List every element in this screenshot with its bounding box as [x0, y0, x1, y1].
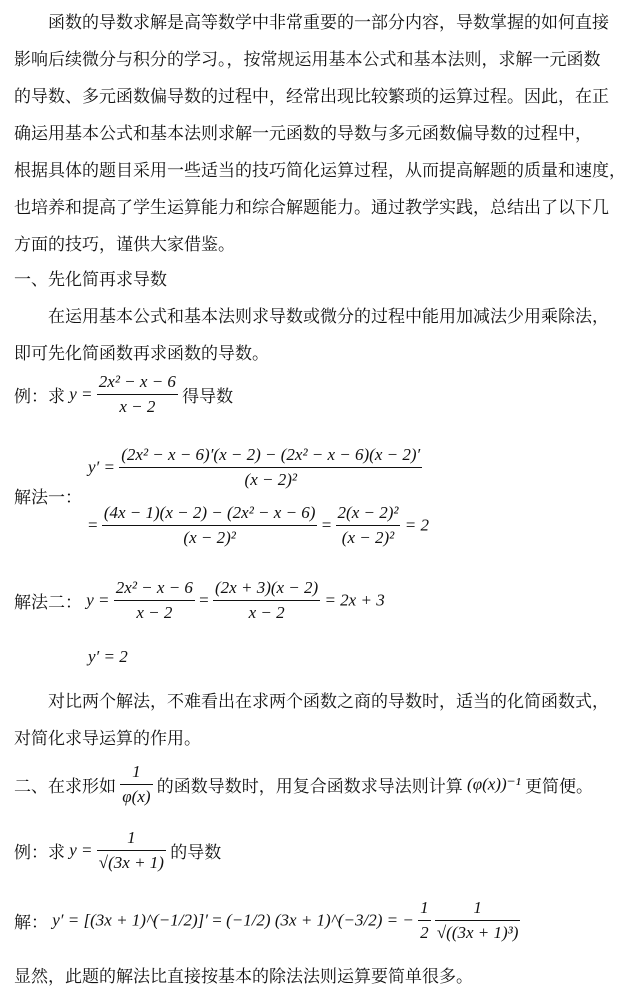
method1-fraction2: [102, 503, 318, 548]
method1-label: 解法一：: [14, 488, 82, 508]
example1-suffix: 得导数: [182, 387, 234, 407]
fraction-denominator: (x − 2)²: [341, 528, 395, 547]
method2-derivative: y′ = 2: [88, 647, 128, 666]
intro-line: 方面的技巧，谨供大家借鉴。: [14, 235, 235, 255]
heading-fraction: [120, 762, 152, 807]
fraction-numerator: 2(x − 2)²: [336, 503, 401, 526]
method2-step1: [14, 578, 385, 623]
fraction-denominator: (x − 2)²: [183, 528, 236, 547]
derivative-lhs: y′ =: [52, 910, 80, 930]
equals-sign: =: [88, 515, 98, 535]
comparison-line: 对简化求导运算的作用。: [14, 729, 201, 749]
example1-fraction: [97, 372, 178, 417]
fraction-denominator: x − 2: [119, 397, 156, 416]
example2-suffix: 的导数: [170, 843, 222, 863]
derivative-lhs: y′ =: [88, 457, 115, 477]
heading-expression: (φ(x))⁻¹: [467, 774, 521, 794]
method1-fraction1: [119, 445, 422, 490]
example2: [14, 828, 221, 873]
fraction-denominator: √((3x + 1)³): [436, 923, 519, 942]
equals-sign: =: [199, 590, 209, 610]
fraction-numerator: 1: [435, 898, 521, 921]
equals-sign: =: [212, 910, 222, 930]
solution-label: 解：: [14, 913, 48, 933]
intro-line: 确运用基本公式和基本法则求解一元函数的导数与多元函数偏导数的过程中，: [14, 124, 592, 144]
fraction-denominator: x − 2: [248, 603, 285, 622]
method1-step1: [88, 445, 422, 490]
example1-prefix: 例：求: [14, 387, 65, 407]
example2-prefix: 例：求: [14, 843, 65, 863]
method2-result: = 2x + 3: [324, 590, 385, 610]
equals-minus: = −: [386, 910, 414, 930]
section1-para-line: 即可先化简函数再求函数的导数。: [14, 344, 269, 364]
method2-fraction2: [213, 578, 320, 623]
example1: [14, 372, 233, 417]
intro-line: 也培养和提高了学生运算能力和综合解题能力。通过教学实践，总结出了以下几: [14, 198, 609, 218]
fraction-numerator: 2x² − x − 6: [114, 578, 195, 601]
intro-line: 根据具体的题目采用一些适当的技巧简化运算过程，从而提高解题的质量和速度，: [14, 161, 626, 181]
solution-fraction1: [418, 898, 431, 943]
example1-y: y =: [69, 384, 93, 404]
intro-line: 影响后续微分与积分的学习。，按常规运用基本公式和基本法则，求解一元函数: [14, 50, 601, 70]
example2-fraction: [97, 828, 166, 873]
fraction-denominator: 2: [420, 923, 429, 942]
equals-sign: =: [321, 515, 332, 535]
section-heading-1: 一、先化简再求导数: [14, 270, 167, 290]
fraction-numerator: (2x + 3)(x − 2): [213, 578, 320, 601]
solution-coefficient: (−1/2): [226, 910, 271, 930]
fraction-numerator: 1: [418, 898, 431, 921]
method1-fraction3: [336, 503, 401, 548]
comparison-line: 对比两个解法，不难看出在求两个函数之商的导数时，适当的化简函数式，: [48, 692, 609, 712]
fraction-denominator: √(3x + 1): [98, 853, 164, 872]
heading-prefix: 二、在求形如: [14, 777, 116, 797]
fraction-numerator: 2x² − x − 6: [97, 372, 178, 395]
method2-fraction1: [114, 578, 195, 623]
solution-fraction2: [435, 898, 521, 943]
conclusion: 显然，此题的解法比直接按基本的除法法则运算要简单很多。: [14, 967, 473, 987]
function-lhs: y =: [69, 840, 93, 860]
solution-power: (3x + 1)^(−3/2): [274, 910, 383, 930]
heading-suffix: 更简便。: [524, 777, 593, 797]
solution2: [14, 898, 520, 943]
section1-para-line: 在运用基本公式和基本法则求导数或微分的过程中能用加减法少用乘除法，: [48, 307, 609, 327]
section-heading-2: [14, 762, 593, 807]
heading-middle: 的函数导数时，用复合函数求导法则计算: [156, 777, 463, 797]
method2-label: 解法二：: [14, 593, 82, 613]
fraction-numerator: 1: [97, 828, 166, 851]
fraction-numerator: 1: [120, 762, 152, 785]
method1-step2: [88, 503, 429, 548]
intro-line: 函数的导数求解是高等数学中非常重要的一部分内容，导数掌握的如何直接: [48, 13, 609, 33]
intro-line: 的导数、多元函数偏导数的过程中，经常出现比较繁琐的运算过程。因此，在正: [14, 87, 609, 107]
method1-result: = 2: [404, 515, 429, 535]
fraction-denominator: φ(x): [122, 787, 151, 806]
fraction-denominator: (x − 2)²: [244, 470, 297, 489]
fraction-denominator: x − 2: [136, 603, 173, 622]
fraction-numerator: (2x² − x − 6)′(x − 2) − (2x² − x − 6)(x − 2)′: [119, 445, 422, 468]
function-lhs: y =: [86, 590, 110, 610]
solution-bracket: [(3x + 1)^(−1/2)]′: [83, 910, 208, 930]
fraction-numerator: (4x − 1)(x − 2) − (2x² − x − 6): [102, 503, 318, 526]
